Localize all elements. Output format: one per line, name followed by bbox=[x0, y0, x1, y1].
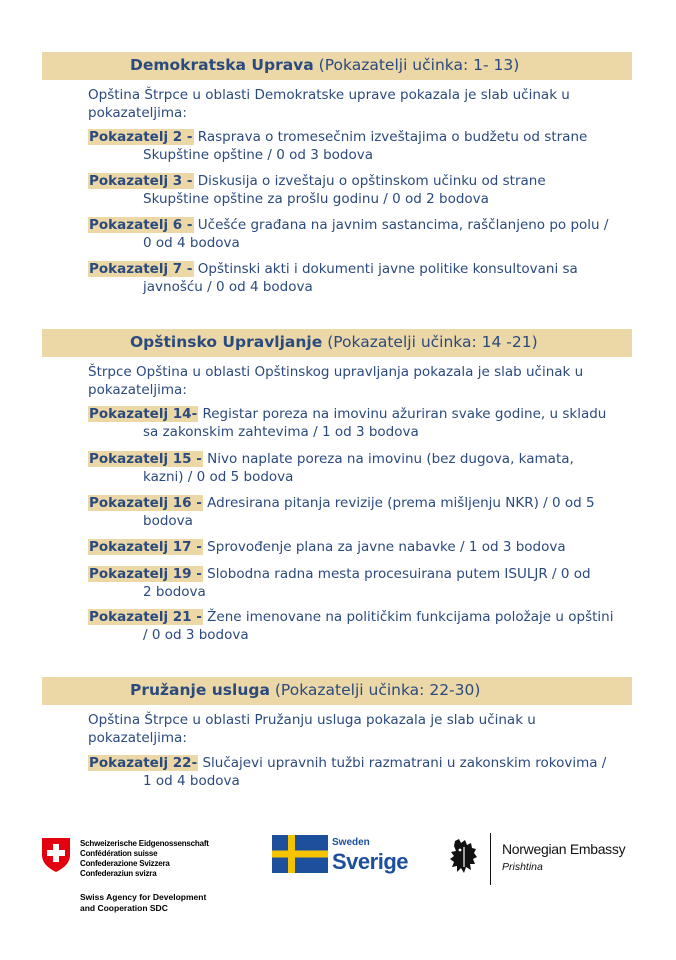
indicator-label: Pokazatelj 16 - bbox=[89, 495, 202, 511]
indicator-label: Pokazatelj 7 - bbox=[89, 261, 193, 277]
indicator-item: Pokazatelj 14- Registar poreza na imovinu ažuriran svake godine, u skladu sa zakonskim zahtevima / 1 od 3 bodova bbox=[89, 406, 607, 440]
indicator-label: Pokazatelj 19 - bbox=[89, 566, 202, 582]
section-header-bar bbox=[42, 329, 632, 357]
indicator-label: Pokazatelj 15 - bbox=[89, 451, 202, 467]
section-title: Pružanje usluga (Pokazatelji učinka: 22-30) bbox=[130, 681, 481, 699]
divider bbox=[490, 833, 491, 885]
section-intro: Štrpce Opština u oblasti Opštinskog upravljanja pokazala je slab učinak u pokazateljima: bbox=[88, 364, 584, 398]
indicator-item: Pokazatelj 19 - Slobodna radna mesta procesuirana putem ISULJR / 0 od 2 bodova bbox=[89, 566, 591, 600]
indicator-label: Pokazatelj 21 - bbox=[89, 609, 202, 625]
indicator-item: Pokazatelj 6 - Učešće građana na javnim sastancima, raščlanjeno po polu / 0 od 4 bodova bbox=[89, 217, 609, 251]
indicator-item: Pokazatelj 22- Slučajevi upravnih tužbi razmatrani u zakonskim rokovima / 1 od 4 bodova bbox=[89, 755, 607, 789]
indicator-label: Pokazatelj 2 - bbox=[89, 129, 193, 145]
section-title: Opštinsko Upravljanje (Pokazatelji učinka: 14 -21) bbox=[130, 333, 538, 351]
partner-logos bbox=[0, 825, 676, 960]
indicator-label: Pokazatelj 14- bbox=[89, 406, 198, 422]
prishtina-label: Prishtina bbox=[502, 861, 543, 873]
indicator-item: Pokazatelj 2 - Rasprava o tromesečnim izveštajima o budžetu od strane Skupštine opštine / 0 od 3 bodova bbox=[89, 129, 588, 163]
sverige-label: Sverige bbox=[332, 849, 408, 874]
indicator-item: Pokazatelj 15 - Nivo naplate poreza na imovinu (bez dugova, kamata, kazni) / 0 od 5 bodova bbox=[89, 451, 574, 485]
indicator-item: Pokazatelj 7 - Opštinski akti i dokumenti javne politike konsultovani sa javnošću / 0 od 4 bodova bbox=[89, 261, 578, 295]
sweden-label: Sweden bbox=[332, 837, 370, 848]
indicator-label: Pokazatelj 6 - bbox=[89, 217, 193, 233]
norwegian-lion-icon bbox=[447, 837, 481, 877]
indicator-item: Pokazatelj 21 - Žene imenovane na političkim funkcijama položaje u opštini / 0 od 3 bodova bbox=[89, 609, 614, 643]
indicator-label: Pokazatelj 3 - bbox=[89, 173, 193, 189]
section-intro: Opština Štrpce u oblasti Demokratske uprave pokazala je slab učinak u pokazateljima: bbox=[88, 87, 570, 121]
indicator-item: Pokazatelj 16 - Adresirana pitanja revizije (prema mišljenju NKR) / 0 od 5 bodova bbox=[89, 495, 595, 529]
norwegian-embassy-label: Norwegian Embassy bbox=[502, 841, 626, 857]
section-header-bar bbox=[42, 677, 632, 705]
section-title: Demokratska Uprava (Pokazatelji učinka: 1- 13) bbox=[130, 56, 520, 74]
section-intro: Opština Štrpce u oblasti Pružanju usluga pokazala je slab učinak u pokazateljima: bbox=[88, 712, 536, 746]
indicator-item: Pokazatelj 17 - Sprovođenje plana za javne nabavke / 1 od 3 bodova bbox=[89, 539, 566, 555]
swiss-flag-icon bbox=[40, 837, 72, 873]
section-header-bar bbox=[42, 52, 632, 80]
indicator-item: Pokazatelj 3 - Diskusija o izveštaju o opštinskom učinku od strane Skupštine opštine za prošlu godinu / 0 od 2 bodova bbox=[89, 173, 546, 207]
sweden-flag-icon bbox=[272, 835, 328, 873]
swiss-sdc-text: Swiss Agency for Development and Cooperation SDC bbox=[80, 892, 207, 913]
indicator-label: Pokazatelj 22- bbox=[89, 755, 198, 771]
swiss-confederation-text: Schweizerische Eidgenossenschaft Confédération suisse Confederazione Svizzera Confederaziun svizra bbox=[80, 839, 209, 878]
indicator-label: Pokazatelj 17 - bbox=[89, 539, 202, 555]
